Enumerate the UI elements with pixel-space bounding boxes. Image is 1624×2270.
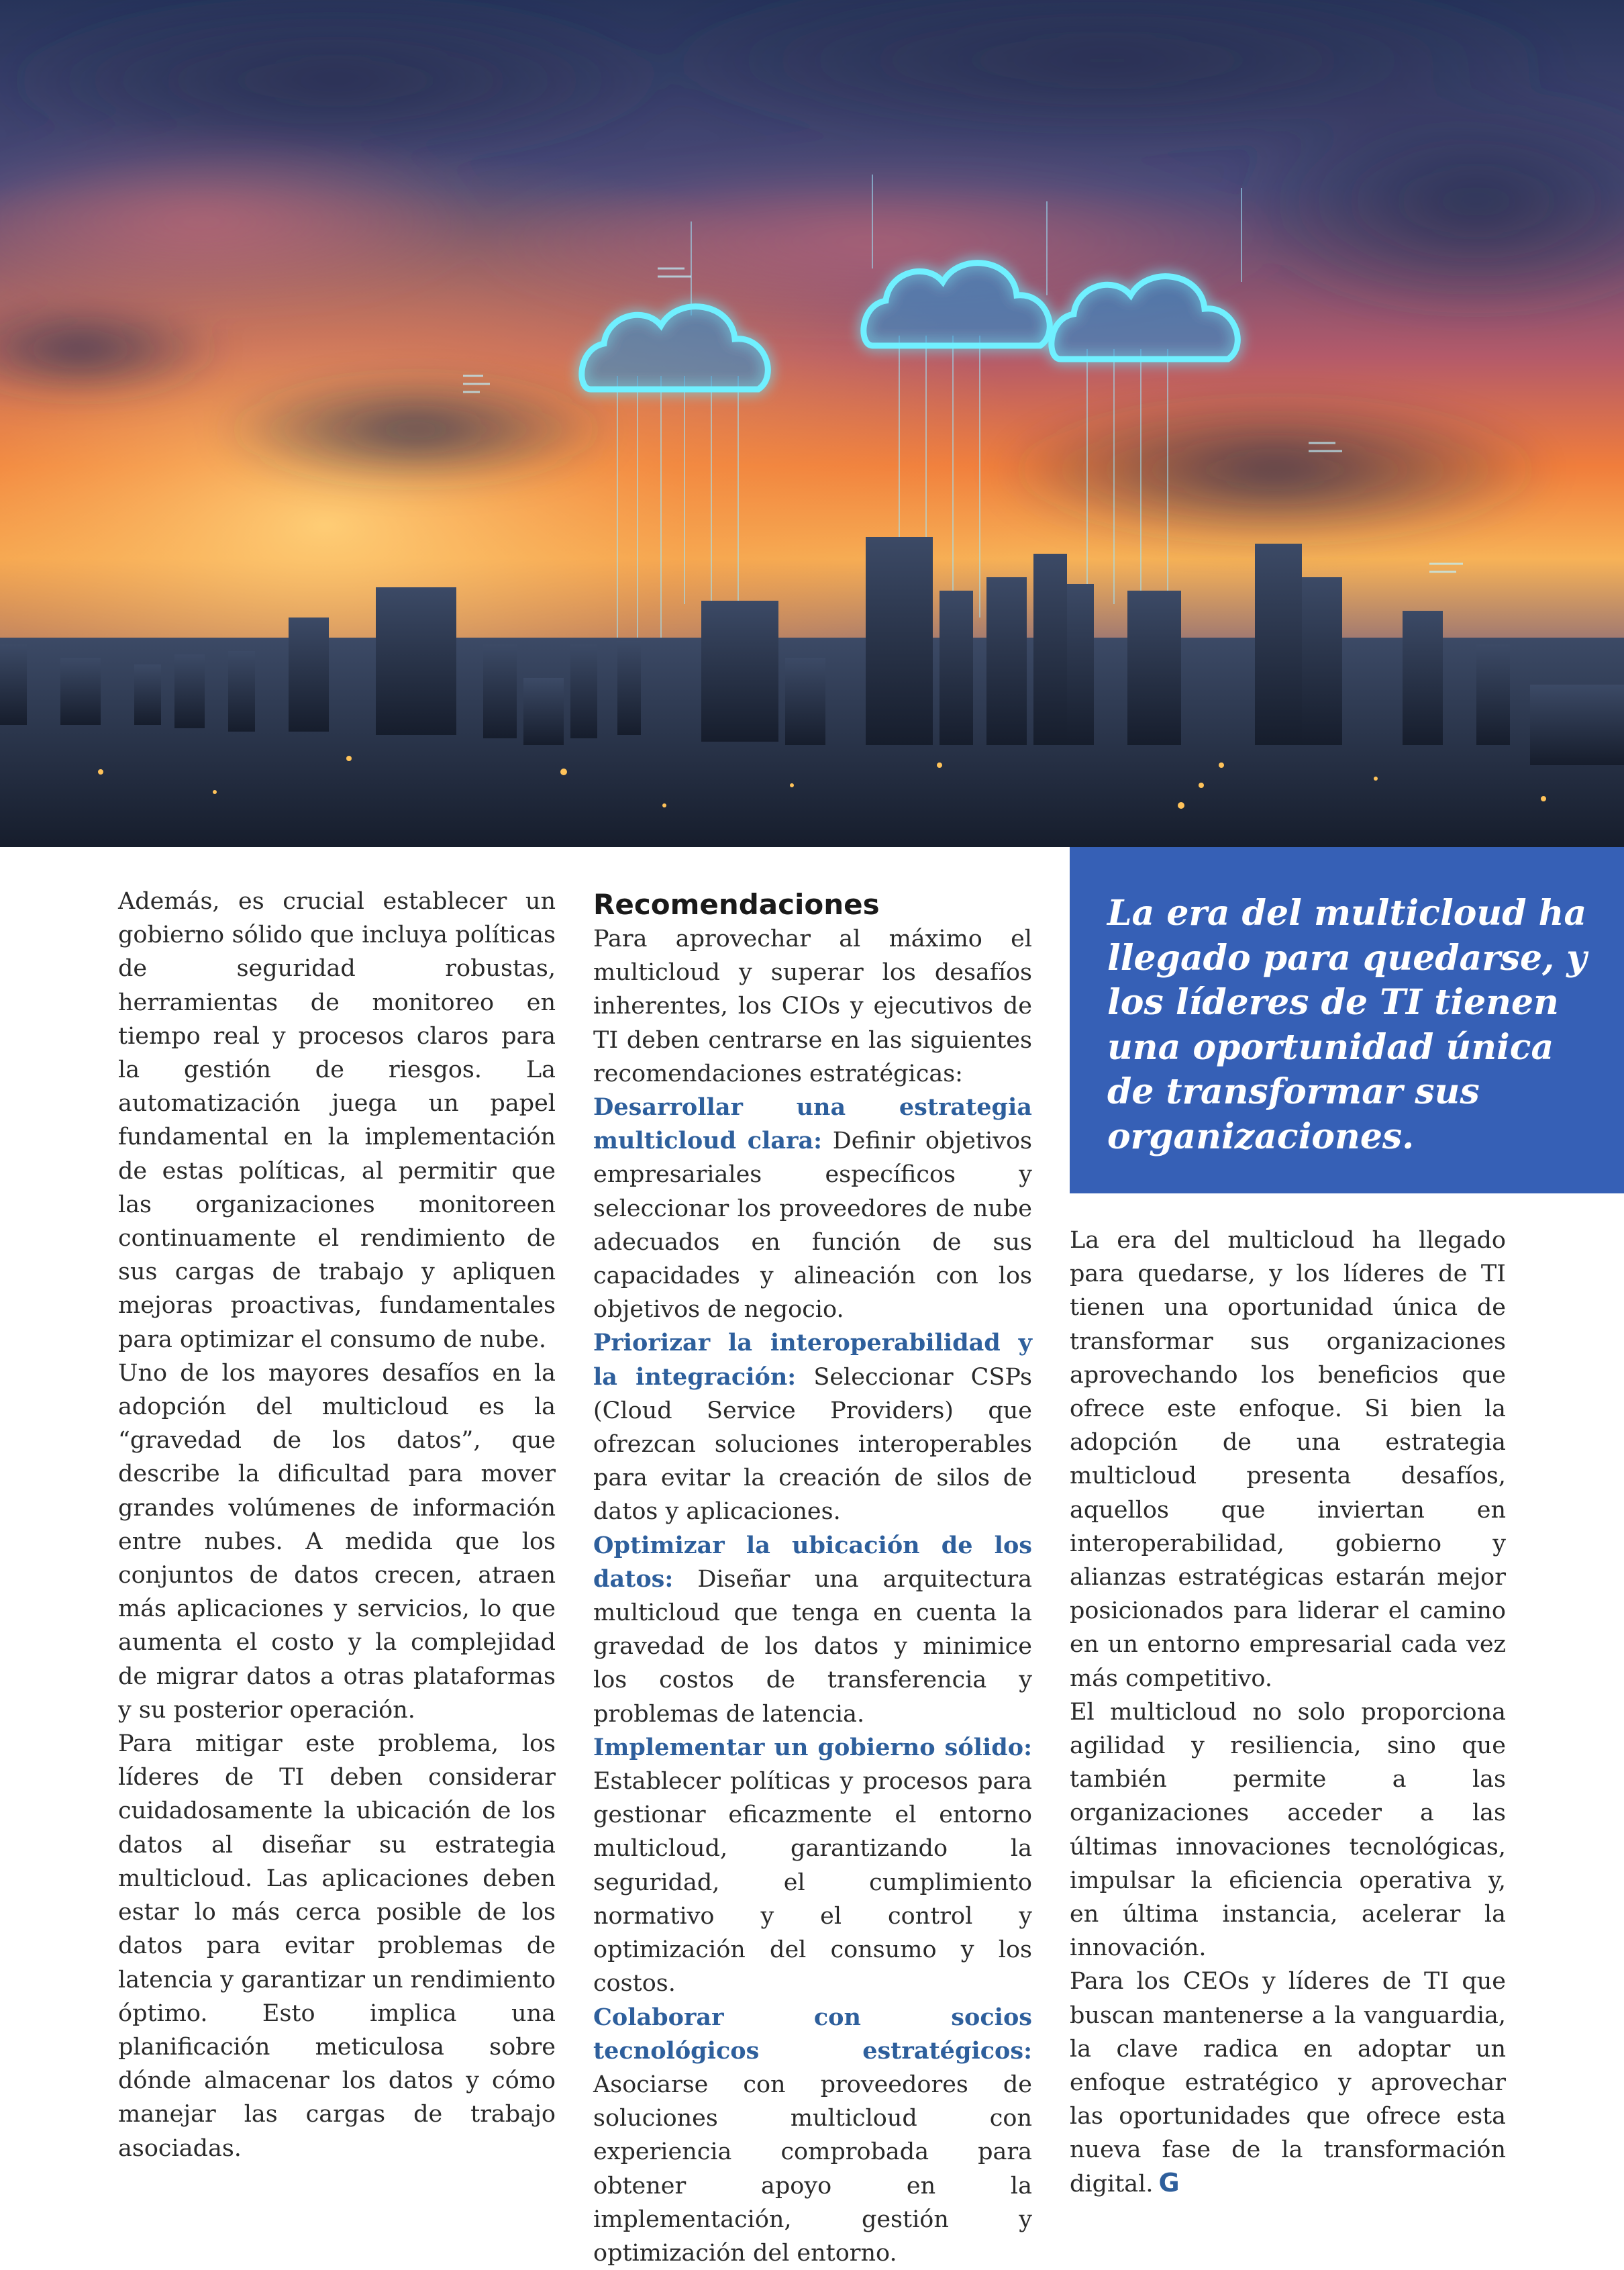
recommendation-text: Seleccionar CSPs (Cloud Service Providers) que ofrezcan soluciones interoperables para evitar la creación de silos de datos y aplicaciones. [593, 1364, 1032, 1526]
body-paragraph [1070, 1965, 1506, 2200]
recommendation-text: Asociarse con proveedores de soluciones multicloud con experiencia comprobada para obtener apoyo en la implementación, gestión y optimización del entorno. [593, 2071, 1032, 2267]
body-paragraph: La era del multicloud ha llegado para quedarse, y los líderes de TI tienen una oportunidad única de transformar sus organizaciones aprovechando los beneficios que ofrece este enfoque. Si bien la adopción de una estrategia multicloud presenta desafíos, aquellos que inviertan en interoperabilidad, gobierno y alianzas estratégicas estarán mejor posicionados para liderar el camino en un entorno empresarial cada vez más competitivo. [1070, 1224, 1506, 1695]
recommendation-label: Implementar un gobierno sólido: [593, 1734, 1032, 1761]
recommendation-label: Optimizar la ubicación de los datos: [593, 1532, 1032, 1593]
article-column-3 [1070, 1224, 1506, 2201]
pull-quote-text: La era del multicloud ha llegado para quedarse, y los líderes de TI tienen una oportunidad única de transformar sus organizaciones. [1107, 891, 1597, 1159]
recommendation-item [593, 2001, 1032, 2270]
body-paragraph: Uno de los mayores desafíos en la adopción del multicloud es la “gravedad de los datos”, que describe la dificultad para mover grandes volúmenes de información entre nubes. A medida que los conjuntos de datos crecen, atraen más aplicaciones y servicios, lo que aumenta el costo y la complejidad de migrar datos a otras plataformas y su posterior operación. [118, 1356, 556, 1727]
end-of-article-icon: G [1158, 2170, 1179, 2195]
hero-image [0, 0, 1624, 847]
recommendation-label: Desarrollar una estrategia multicloud clara: [593, 1093, 1032, 1154]
recommendation-text: Establecer políticas y procesos para gestionar eficazmente el entorno multicloud, garantizando la seguridad, el cumplimiento normativo y el control y optimización del consumo y los costos. [593, 1768, 1032, 1997]
recommendation-item [593, 1529, 1032, 1731]
pull-quote-box [1070, 847, 1624, 1193]
recommendation-text: Definir objetivos empresariales específicos y seleccionar los proveedores de nube adecuados en función de sus capacidades y alineación con los objetivos de negocio. [593, 1128, 1032, 1323]
recommendation-item [593, 1731, 1032, 2001]
city-skyline-cloud-illustration [0, 0, 1624, 847]
recommendation-label: Colaborar con socios tecnológicos estratégicos: [593, 2004, 1032, 2065]
article-column-2 [593, 885, 1032, 2270]
section-intro: Para aprovechar al máximo el multicloud y superar los desafíos inherentes, los CIOs y ejecutivos de TI deben centrarse en las siguientes recomendaciones estratégicas: [593, 922, 1032, 1091]
recommendation-label: Priorizar la interoperabilidad y la integración: [593, 1329, 1032, 1390]
body-paragraph: Además, es crucial establecer un gobierno sólido que incluya políticas de seguridad robustas, herramientas de monitoreo en tiempo real y procesos claros para la gestión de riesgos. La automatización juega un papel fundamental en la implementación de estas políticas, al permitir que las organizaciones monitoreen continuamente el rendimiento de sus cargas de trabajo y apliquen mejoras proactivas, fundamentales para optimizar el consumo de nube. [118, 885, 556, 1356]
section-heading: Recomendaciones [593, 887, 1032, 922]
recommendation-text: Diseñar una arquitectura multicloud que tenga en cuenta la gravedad de los datos y minimice los costos de transferencia y problemas de latencia. [593, 1566, 1032, 1728]
recommendation-item [593, 1091, 1032, 1326]
closing-text: Para los CEOs y líderes de TI que buscan mantenerse a la vanguardia, la clave radica en adoptar un enfoque estratégico y aprovechar las oportunidades que ofrece esta nueva fase de la transformación digital. [1070, 1968, 1506, 2197]
recommendation-item [593, 1326, 1032, 1528]
body-paragraph: Para mitigar este problema, los líderes de TI deben considerar cuidadosamente la ubicación de los datos al diseñar su estrategia multicloud. Las aplicaciones deben estar lo más cerca posible de los datos para evitar problemas de latencia y garantizar un rendimiento óptimo. Esto implica una planificación meticulosa sobre dónde almacenar los datos y cómo manejar las cargas de trabajo asociadas. [118, 1727, 556, 2165]
article-column-1 [118, 885, 556, 2165]
body-paragraph: El multicloud no solo proporciona agilidad y resiliencia, sino que también permite a las organizaciones acceder a las últimas innovaciones tecnológicas, impulsar la eficiencia operativa y, en última instancia, acelerar la innovación. [1070, 1695, 1506, 1965]
